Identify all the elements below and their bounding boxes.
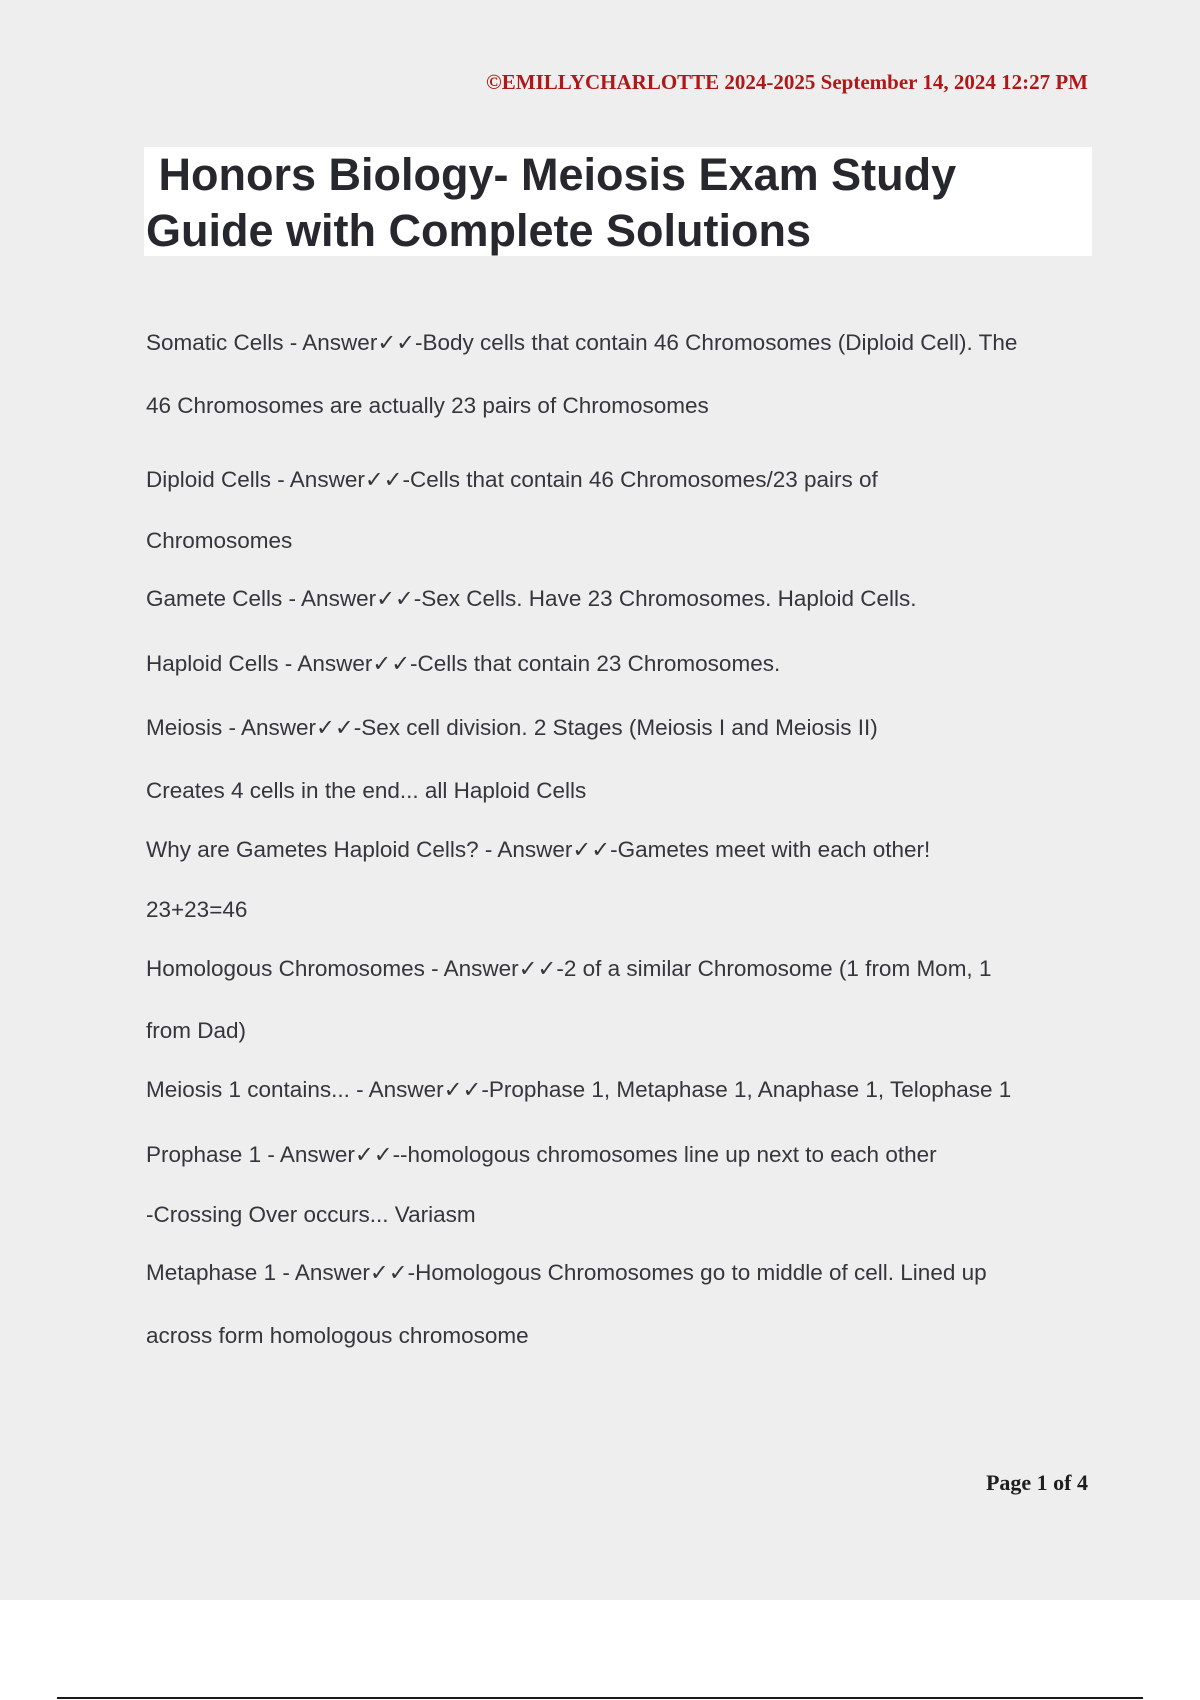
text-line: 46 Chromosomes are actually 23 pairs of Chromosomes <box>146 393 709 418</box>
text-line: Creates 4 cells in the end... all Haploid Cells <box>146 778 587 803</box>
text-line: Gamete Cells - Answer✓✓-Sex Cells. Have 23 Chromosomes. Haploid Cells. <box>146 586 917 611</box>
text-line: -Crossing Over occurs... Variasm <box>146 1202 476 1227</box>
text-line: Chromosomes <box>146 528 293 553</box>
text-line: Meiosis - Answer✓✓-Sex cell division. 2 Stages (Meiosis I and Meiosis II) <box>146 715 878 740</box>
text-line: Meiosis 1 contains... - Answer✓✓-Prophase 1, Metaphase 1, Anaphase 1, Telophase 1 <box>146 1077 1012 1102</box>
page-number: Page 1 of 4 <box>985 1470 1088 1495</box>
text-line: 23+23=46 <box>146 897 248 922</box>
title-box <box>144 147 1092 256</box>
text-line: Homologous Chromosomes - Answer✓✓-2 of a similar Chromosome (1 from Mom, 1 <box>146 956 992 981</box>
divider <box>57 1697 1143 1699</box>
text-line: from Dad) <box>146 1018 247 1043</box>
page-title: Honors Biology- Meiosis Exam Study Guide with Complete Solutions <box>146 149 957 256</box>
text-line: Why are Gametes Haploid Cells? - Answer✓✓-Gametes meet with each other! <box>146 837 931 862</box>
copyright-stamp: ©EMILLYCHARLOTTE 2024-2025 September 14, 2024 12:27 PM <box>486 70 1088 94</box>
text-line: Diploid Cells - Answer✓✓-Cells that contain 46 Chromosomes/23 pairs of <box>146 467 878 492</box>
text-line: across form homologous chromosome <box>146 1323 529 1348</box>
text-line: Metaphase 1 - Answer✓✓-Homologous Chromosomes go to middle of cell. Lined up <box>146 1260 987 1285</box>
text-line: Prophase 1 - Answer✓✓--homologous chromosomes line up next to each other <box>146 1142 937 1167</box>
text-line: Haploid Cells - Answer✓✓-Cells that contain 23 Chromosomes. <box>146 651 781 676</box>
text-line: Somatic Cells - Answer✓✓-Body cells that contain 46 Chromosomes (Diploid Cell). The <box>146 330 1018 355</box>
